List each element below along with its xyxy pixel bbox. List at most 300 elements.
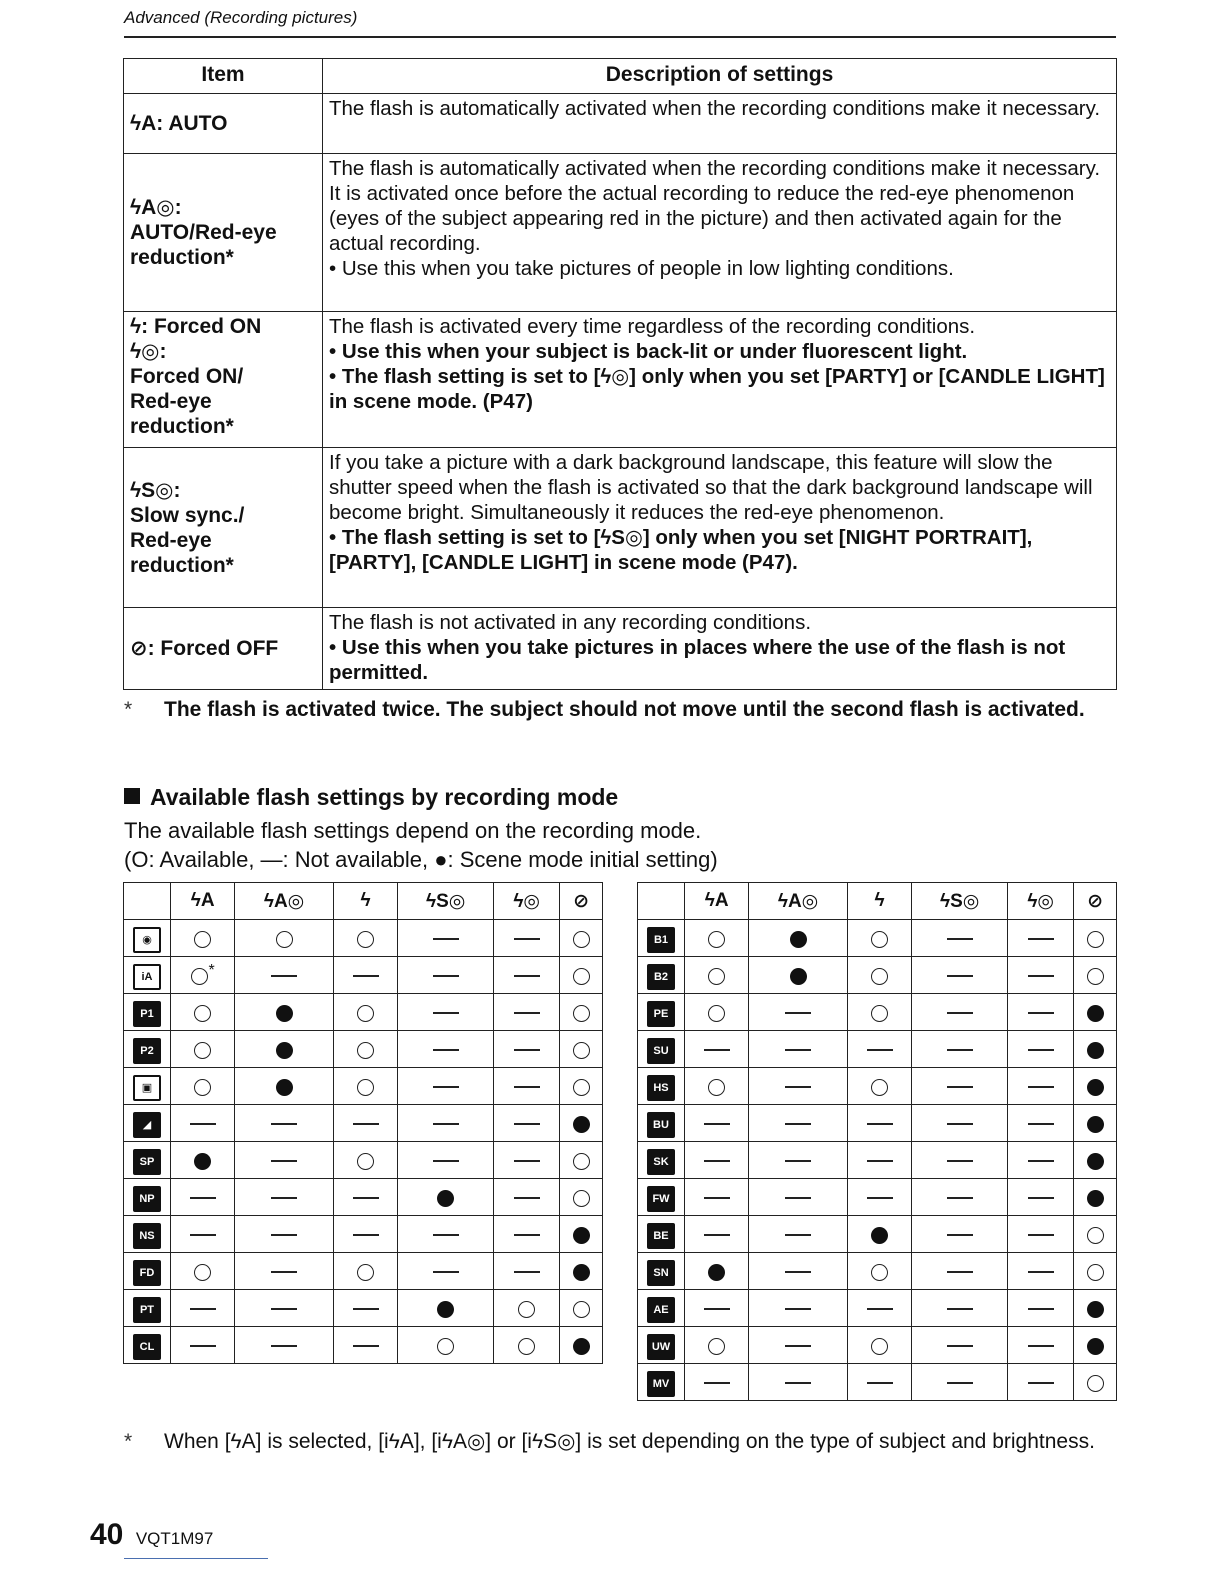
mode-row [638,1031,1117,1068]
settings-row [124,608,1117,690]
mode-row [124,1105,603,1142]
availability-cell [1074,1179,1117,1216]
availability-cell [333,1142,397,1179]
available-mark [871,1005,888,1022]
not-available-mark [353,1234,379,1236]
availability-cell [847,1068,911,1105]
available-mark [573,968,590,985]
recording-mode-icon: BE [647,1223,675,1249]
grid-header-row [124,883,603,920]
mode-row [638,1364,1117,1401]
not-available-mark [433,938,459,940]
mode-icon-cell [638,1105,685,1142]
available-mark [573,1190,590,1207]
availability-cell [171,1105,235,1142]
availability-cell [171,1216,235,1253]
description-line: • Use this when you take pictures in places where the use of the flash is not permitted. [329,636,1066,684]
mode-icon-cell [124,1105,171,1142]
availability-cell [398,920,494,957]
available-mark [708,1079,725,1096]
initial-setting-mark [1087,1116,1104,1133]
availability-cell [847,920,911,957]
setting-item [124,312,323,448]
not-available-mark [947,1123,973,1125]
availability-cell [560,1216,603,1253]
availability-cell [912,1105,1008,1142]
availability-cell [1074,1216,1117,1253]
recording-mode-icon: SP [133,1149,161,1175]
flash-mode-header: ϟA◎ [235,883,334,920]
not-available-mark [190,1123,216,1125]
not-available-mark [1028,1308,1054,1310]
availability-cell [749,1068,848,1105]
availability-cell [333,957,397,994]
mode-icon-cell [124,1253,171,1290]
recording-mode-icon: ▣ [133,1075,161,1101]
availability-cell [398,994,494,1031]
available-mark [357,1079,374,1096]
flash-mode-header: ⊘ [560,883,603,920]
available-mark [357,1153,374,1170]
availability-cell [912,1327,1008,1364]
setting-item-line: Red-eye [130,390,212,413]
availability-cell [1008,957,1074,994]
availability-cell [912,1216,1008,1253]
available-mark [357,1042,374,1059]
not-available-mark [785,1012,811,1014]
not-available-mark [271,1160,297,1162]
available-mark [871,931,888,948]
not-available-mark [947,1382,973,1384]
available-mark [573,1301,590,1318]
not-available-mark [353,1308,379,1310]
mode-row [638,920,1117,957]
availability-cell [1074,1290,1117,1327]
setting-item [124,94,323,154]
availability-cell [235,1290,334,1327]
availability-cell [912,957,1008,994]
recording-mode-icon: P2 [133,1038,161,1064]
available-mark [194,931,211,948]
availability-cell [171,1327,235,1364]
available-mark [1087,968,1104,985]
availability-cell [685,957,749,994]
availability-cell [398,1105,494,1142]
available-mark [708,1005,725,1022]
mode-row [638,994,1117,1031]
available-mark [708,931,725,948]
not-available-mark [867,1123,893,1125]
availability-cell [749,957,848,994]
availability-cell [912,1290,1008,1327]
availability-cell [1008,1105,1074,1142]
mode-icon-cell [124,1142,171,1179]
availability-cell [685,1253,749,1290]
section-intro [124,816,718,874]
availability-cell [398,1142,494,1179]
availability-cell [494,957,560,994]
recording-mode-icon: iA [133,964,161,990]
settings-row [124,154,1117,312]
description-line: The flash is activated every time regardless of the recording conditions. [329,315,976,338]
availability-cell [398,1179,494,1216]
settings-row [124,312,1117,448]
mode-icon-cell [638,1068,685,1105]
availability-cell [847,957,911,994]
header-title: Advanced (Recording pictures) [124,8,358,27]
not-available-mark [353,1345,379,1347]
availability-cell [1074,1364,1117,1401]
recording-mode-icon: HS [647,1075,675,1101]
availability-cell [171,1068,235,1105]
mode-row [124,1327,603,1364]
not-available-mark [514,1271,540,1273]
availability-cell [333,1253,397,1290]
availability-cell [1074,1327,1117,1364]
availability-cell [333,1179,397,1216]
not-available-mark [514,1197,540,1199]
not-available-mark [1028,1123,1054,1125]
availability-cell [685,1216,749,1253]
initial-setting-mark [573,1227,590,1244]
availability-cell [494,1253,560,1290]
not-available-mark [785,1160,811,1162]
availability-cell [171,920,235,957]
grid-header-row [638,883,1117,920]
recording-mode-icon: NS [133,1223,161,1249]
availability-cell [1074,1031,1117,1068]
availability-cell [912,1253,1008,1290]
availability-cell [235,1031,334,1068]
availability-cell [685,1364,749,1401]
availability-cell [1008,1216,1074,1253]
settings-row [124,448,1117,608]
availability-cell [398,1031,494,1068]
availability-cell [1074,1142,1117,1179]
flash-mode-header: ϟ [333,883,397,920]
not-available-mark [947,1086,973,1088]
setting-description [323,154,1117,312]
not-available-mark [704,1123,730,1125]
grid-corner [124,883,171,920]
mode-row [124,1253,603,1290]
not-available-mark [514,1012,540,1014]
availability-cell [494,1216,560,1253]
setting-item [124,154,323,312]
availability-cell [1074,1253,1117,1290]
recording-mode-icon: MV [647,1371,675,1397]
availability-cell [398,1216,494,1253]
mode-icon-cell [124,1068,171,1105]
availability-cell [847,1031,911,1068]
availability-cell [398,1327,494,1364]
availability-cell [1008,1068,1074,1105]
availability-cell [1008,1327,1074,1364]
not-available-mark [271,1234,297,1236]
setting-item-line: Red-eye [130,528,212,552]
recording-mode-icon: AE [647,1297,675,1323]
flash-mode-header: ϟ [847,883,911,920]
availability-cell [749,1327,848,1364]
not-available-mark [867,1160,893,1162]
availability-cell [235,1142,334,1179]
not-available-mark [785,1308,811,1310]
initial-setting-mark [1087,1190,1104,1207]
available-mark [573,1079,590,1096]
recording-mode-icon: P1 [133,1001,161,1027]
available-mark [194,1005,211,1022]
availability-cell [560,1105,603,1142]
note-star: * [208,961,215,979]
mode-row [638,1327,1117,1364]
availability-cell [398,957,494,994]
not-available-mark [433,1271,459,1273]
recording-mode-icon: ◢ [133,1112,161,1138]
available-mark [194,1079,211,1096]
mode-row [638,1068,1117,1105]
availability-cell [333,1216,397,1253]
available-mark [1087,1375,1104,1392]
recording-mode-icon: PT [133,1297,161,1323]
availability-cell [398,1068,494,1105]
availability-cell [171,1142,235,1179]
page-header [124,8,1116,38]
not-available-mark [947,1234,973,1236]
availability-cell [847,1216,911,1253]
not-available-mark [514,1234,540,1236]
availability-cell [847,1105,911,1142]
setting-description [323,608,1117,690]
not-available-mark [353,1123,379,1125]
availability-cell [560,1179,603,1216]
mode-icon-cell [124,994,171,1031]
recording-mode-icon: ◉ [133,927,161,953]
initial-setting-mark [573,1338,590,1355]
availability-cell [494,1068,560,1105]
availability-cell [847,1290,911,1327]
not-available-mark [947,1049,973,1051]
not-available-mark [785,1049,811,1051]
description-line: • Use this when you take pictures of people in low lighting conditions. [329,257,954,280]
recording-mode-icon: BU [647,1112,675,1138]
not-available-mark [785,1123,811,1125]
not-available-mark [704,1234,730,1236]
not-available-mark [785,1234,811,1236]
recording-mode-icon: UW [647,1334,675,1360]
not-available-mark [514,1086,540,1088]
initial-setting-mark [708,1264,725,1281]
not-available-mark [947,1271,973,1273]
availability-cell [560,994,603,1031]
availability-cell [171,1179,235,1216]
availability-cell [560,1253,603,1290]
initial-setting-mark [437,1301,454,1318]
description-line: It is activated once before the actual recording to reduce the red-eye phenomenon (eyes of the subject appearing red in the picture) and then activated again for the actual recording. [329,182,1075,255]
availability-cell [847,1253,911,1290]
availability-cell [494,994,560,1031]
availability-cell [847,1327,911,1364]
setting-item-line: ϟ◎: [130,340,167,363]
recording-mode-icon: SK [647,1149,675,1175]
availability-cell [685,1142,749,1179]
availability-cell [560,1068,603,1105]
availability-cell [494,1290,560,1327]
availability-cell [494,1327,560,1364]
flash-mode-header: ϟA◎ [749,883,848,920]
available-mark [573,1042,590,1059]
mode-row [638,1290,1117,1327]
availability-cell [1008,1364,1074,1401]
initial-setting-mark [1087,1079,1104,1096]
mode-icon-cell [638,1290,685,1327]
description-line: If you take a picture with a dark background landscape, this feature will slow the shutter speed when the flash is activated so that the dark background landscape will become bright. Simultaneously it reduces the red-eye phenomenon. [329,451,1093,524]
mode-row [638,1105,1117,1142]
availability-cell [333,920,397,957]
mode-icon-cell [638,1364,685,1401]
mode-icon-cell [638,957,685,994]
recording-mode-icon: NP [133,1186,161,1212]
not-available-mark [1028,1049,1054,1051]
available-mark [191,968,208,985]
footnote2-star: * [124,1430,133,1453]
not-available-mark [190,1308,216,1310]
not-available-mark [271,1271,297,1273]
availability-cell [912,1179,1008,1216]
not-available-mark [1028,1382,1054,1384]
availability-cell [749,1364,848,1401]
available-mark [518,1301,535,1318]
mode-row [124,1290,603,1327]
availability-cell [1008,994,1074,1031]
mode-icon-cell [638,1179,685,1216]
description-line: • Use this when your subject is back-lit or under fluorescent light. [329,340,968,363]
mode-row [638,1253,1117,1290]
availability-cell [235,1216,334,1253]
not-available-mark [271,1308,297,1310]
not-available-mark [433,1049,459,1051]
initial-setting-mark [276,1005,293,1022]
setting-item-line: ϟA: AUTO [130,112,228,135]
not-available-mark [947,1308,973,1310]
availability-cell [494,1031,560,1068]
mode-icon-cell [638,1327,685,1364]
recording-mode-icon: PE [647,1001,675,1027]
mode-icon-cell [124,957,171,994]
availability-cell [235,1253,334,1290]
availability-cell [1074,957,1117,994]
document-code: VQT1M97 [135,1529,214,1548]
description-line: The flash is not activated in any recording conditions. [329,611,812,634]
availability-cell [749,1290,848,1327]
available-mark [1087,931,1104,948]
availability-cell [1008,920,1074,957]
available-mark [276,931,293,948]
section-title [124,784,618,811]
available-mark [194,1042,211,1059]
availability-cell [1074,920,1117,957]
not-available-mark [1028,1345,1054,1347]
availability-cell [1074,1105,1117,1142]
setting-description [323,312,1117,448]
initial-setting-mark [1087,1153,1104,1170]
not-available-mark [514,1123,540,1125]
availability-cell [171,994,235,1031]
availability-cell [171,957,235,994]
availability-cell [1008,1290,1074,1327]
availability-cell [398,1290,494,1327]
not-available-mark [1028,1197,1054,1199]
availability-cell [494,920,560,957]
grid-corner [638,883,685,920]
section-title-text: Available flash settings by recording mode [150,784,619,810]
availability-cell [171,1031,235,1068]
settings-row [124,94,1117,154]
initial-setting-mark [276,1042,293,1059]
availability-cell [685,1031,749,1068]
not-available-mark [433,975,459,977]
not-available-mark [271,1123,297,1125]
not-available-mark [785,1197,811,1199]
mode-icon-cell [124,1216,171,1253]
initial-setting-mark [871,1227,888,1244]
availability-cell [171,1290,235,1327]
mode-icon-cell [124,1290,171,1327]
not-available-mark [353,1197,379,1199]
flash-settings-table [123,58,1117,690]
availability-cell [685,1290,749,1327]
availability-cell [1074,994,1117,1031]
not-available-mark [1028,975,1054,977]
available-mark [871,1264,888,1281]
initial-setting-mark [1087,1005,1104,1022]
availability-cell [560,920,603,957]
recording-mode-icon: B1 [647,927,675,953]
flash-mode-header: ϟ◎ [1008,883,1074,920]
description-line: • The flash setting is set to [ϟ◎] only when you set [PARTY] or [CANDLE LIGHT] in scene mode. (P47) [329,365,1105,413]
availability-cell [749,920,848,957]
availability-cell [912,1142,1008,1179]
not-available-mark [433,1012,459,1014]
setting-description [323,94,1117,154]
not-available-mark [947,1345,973,1347]
setting-item-line: ϟA◎: [130,196,182,219]
setting-item-line: reduction* [130,415,234,438]
initial-setting-mark [276,1079,293,1096]
availability-cell [560,1290,603,1327]
availability-cell [749,1216,848,1253]
availability-cell [235,1327,334,1364]
availability-cell [847,994,911,1031]
description-line: The flash is automatically activated when the recording conditions make it necessary. [329,97,1101,120]
flash-mode-header: ϟS◎ [398,883,494,920]
right-mode-grid [637,882,1117,1401]
setting-item-line: AUTO/Red-eye [130,221,277,244]
availability-cell [398,1253,494,1290]
not-available-mark [785,1382,811,1384]
availability-cell [847,1179,911,1216]
availability-cell [333,1327,397,1364]
available-mark [708,968,725,985]
not-available-mark [867,1049,893,1051]
available-mark [357,931,374,948]
available-mark [573,931,590,948]
not-available-mark [514,1160,540,1162]
not-available-mark [947,1197,973,1199]
not-available-mark [704,1160,730,1162]
not-available-mark [514,938,540,940]
available-mark [871,1338,888,1355]
not-available-mark [704,1197,730,1199]
